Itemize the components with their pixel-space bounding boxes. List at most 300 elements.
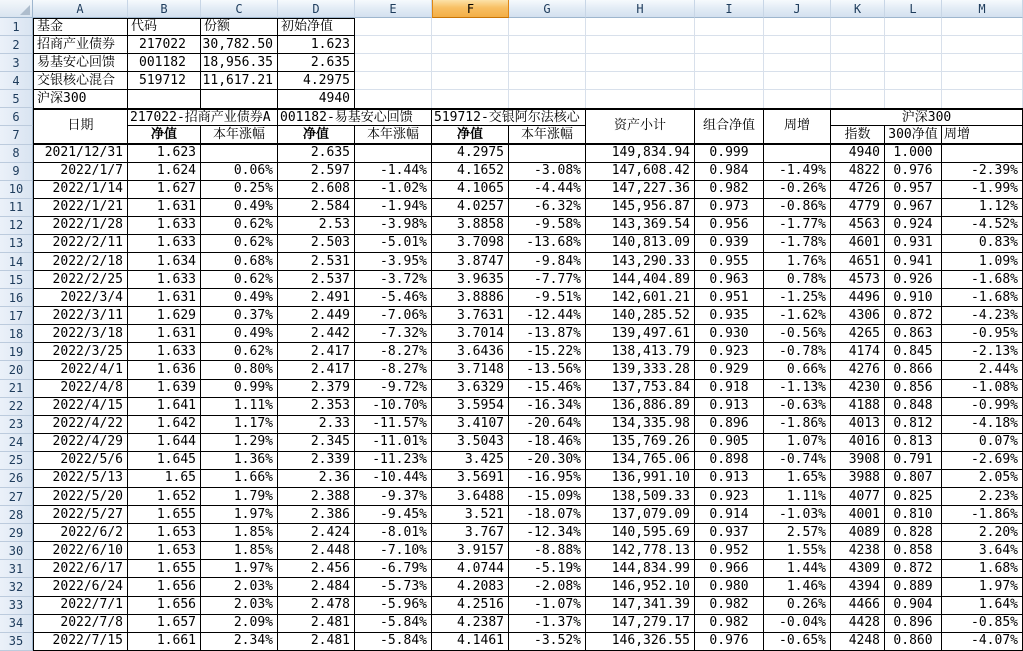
cell-M25[interactable]: -2.69% [942,452,1023,470]
cell-G7[interactable]: 本年涨幅 [509,126,586,144]
cell-D10[interactable]: 2.608 [278,181,355,199]
cell-C15[interactable]: 0.62% [201,271,278,289]
cell-F11[interactable]: 4.0257 [432,199,509,217]
cell-I29[interactable]: 0.937 [695,524,764,542]
cell-I27[interactable]: 0.923 [695,488,764,506]
cell-H27[interactable]: 138,509.33 [586,488,695,506]
cell-L7[interactable]: 300净值 [885,126,942,144]
cell-D35[interactable]: 2.481 [278,633,355,651]
cell-D26[interactable]: 2.36 [278,470,355,488]
cell-C11[interactable]: 0.49% [201,199,278,217]
cell-E21[interactable]: -9.72% [355,380,432,398]
row-header-25[interactable]: 25 [0,452,33,470]
row-header-16[interactable]: 16 [0,289,33,307]
cell-F19[interactable]: 3.6436 [432,343,509,361]
cell-H32[interactable]: 146,952.10 [586,578,695,596]
cell-L11[interactable]: 0.967 [885,199,942,217]
cell-L5[interactable] [885,90,942,108]
cell-A19[interactable]: 2022/3/25 [33,343,128,361]
cell-G10[interactable]: -4.44% [509,181,586,199]
cell-G27[interactable]: -15.09% [509,488,586,506]
cell-C27[interactable]: 1.79% [201,488,278,506]
row-header-26[interactable]: 26 [0,470,33,488]
cell-C3[interactable]: 18,956.35 [201,54,278,72]
row-header-24[interactable]: 24 [0,434,33,452]
cell-M13[interactable]: 0.83% [942,235,1023,253]
cell-H24[interactable]: 135,769.26 [586,434,695,452]
cell-G34[interactable]: -1.37% [509,615,586,633]
cell-M28[interactable]: -1.86% [942,506,1023,524]
cell-L22[interactable]: 0.848 [885,398,942,416]
cell-H22[interactable]: 136,886.89 [586,398,695,416]
cell-M27[interactable]: 2.23% [942,488,1023,506]
cell-C1[interactable]: 份额 [201,18,278,36]
cell-L28[interactable]: 0.810 [885,506,942,524]
cell-E13[interactable]: -5.01% [355,235,432,253]
cell-B10[interactable]: 1.627 [128,181,201,199]
row-header-31[interactable]: 31 [0,560,33,578]
cell-E5[interactable] [355,90,432,108]
cell-J27[interactable]: 1.11% [764,488,831,506]
cell-E16[interactable]: -5.46% [355,289,432,307]
cell-B15[interactable]: 1.633 [128,271,201,289]
cell-E19[interactable]: -8.27% [355,343,432,361]
cell-E24[interactable]: -11.01% [355,434,432,452]
cell-F25[interactable]: 3.425 [432,452,509,470]
cell-F6[interactable]: 519712-交银阿尔法核心 [432,108,586,126]
cell-M31[interactable]: 1.68% [942,560,1023,578]
cell-K28[interactable]: 4001 [831,506,885,524]
cell-M10[interactable]: -1.99% [942,181,1023,199]
cell-M16[interactable]: -1.68% [942,289,1023,307]
cell-A3[interactable]: 易基安心回馈 [33,54,128,72]
cell-F29[interactable]: 3.767 [432,524,509,542]
cell-G15[interactable]: -7.77% [509,271,586,289]
cell-I33[interactable]: 0.982 [695,597,764,615]
cell-A13[interactable]: 2022/2/11 [33,235,128,253]
cell-E22[interactable]: -10.70% [355,398,432,416]
cell-G8[interactable] [509,145,586,163]
cell-D27[interactable]: 2.388 [278,488,355,506]
select-all-corner[interactable] [0,0,33,18]
cell-H14[interactable]: 143,290.33 [586,253,695,271]
cell-I13[interactable]: 0.939 [695,235,764,253]
cell-J10[interactable]: -0.26% [764,181,831,199]
cell-D29[interactable]: 2.424 [278,524,355,542]
row-header-30[interactable]: 30 [0,542,33,560]
column-header-M[interactable]: M [942,0,1023,18]
cell-D30[interactable]: 2.448 [278,542,355,560]
cell-L9[interactable]: 0.976 [885,163,942,181]
cell-H2[interactable] [586,36,695,54]
cell-C13[interactable]: 0.62% [201,235,278,253]
cell-A8[interactable]: 2021/12/31 [33,145,128,163]
row-header-9[interactable]: 9 [0,163,33,181]
cell-K3[interactable] [831,54,885,72]
cell-D33[interactable]: 2.478 [278,597,355,615]
cell-D11[interactable]: 2.584 [278,199,355,217]
cell-B24[interactable]: 1.644 [128,434,201,452]
cell-G1[interactable] [509,18,586,36]
cell-E34[interactable]: -5.84% [355,615,432,633]
cell-K1[interactable] [831,18,885,36]
cell-F10[interactable]: 4.1065 [432,181,509,199]
cell-I4[interactable] [695,72,764,90]
cell-A21[interactable]: 2022/4/8 [33,380,128,398]
cell-C16[interactable]: 0.49% [201,289,278,307]
cell-A24[interactable]: 2022/4/29 [33,434,128,452]
cell-E12[interactable]: -3.98% [355,217,432,235]
cell-F32[interactable]: 4.2083 [432,578,509,596]
cell-I12[interactable]: 0.956 [695,217,764,235]
cell-D15[interactable]: 2.537 [278,271,355,289]
cell-C34[interactable]: 2.09% [201,615,278,633]
cell-K32[interactable]: 4394 [831,578,885,596]
cell-F5[interactable] [432,90,509,108]
cell-H23[interactable]: 134,335.98 [586,416,695,434]
cell-C9[interactable]: 0.06% [201,163,278,181]
cell-J4[interactable] [764,72,831,90]
cell-F24[interactable]: 3.5043 [432,434,509,452]
cell-H11[interactable]: 145,956.87 [586,199,695,217]
cell-J19[interactable]: -0.78% [764,343,831,361]
cell-F16[interactable]: 3.8886 [432,289,509,307]
cell-J35[interactable]: -0.65% [764,633,831,651]
column-header-C[interactable]: C [201,0,278,18]
cell-D1[interactable]: 初始净值 [278,18,355,36]
cell-I15[interactable]: 0.963 [695,271,764,289]
cell-D24[interactable]: 2.345 [278,434,355,452]
cell-E1[interactable] [355,18,432,36]
cell-B23[interactable]: 1.642 [128,416,201,434]
cell-F27[interactable]: 3.6488 [432,488,509,506]
cell-F1[interactable] [432,18,509,36]
cell-I30[interactable]: 0.952 [695,542,764,560]
cell-D31[interactable]: 2.456 [278,560,355,578]
row-header-5[interactable]: 5 [0,90,33,108]
cell-C30[interactable]: 1.85% [201,542,278,560]
cell-K2[interactable] [831,36,885,54]
cell-H28[interactable]: 137,079.09 [586,506,695,524]
cell-L26[interactable]: 0.807 [885,470,942,488]
cell-K4[interactable] [831,72,885,90]
cell-B6[interactable]: 217022-招商产业债券A [128,108,278,126]
cell-B16[interactable]: 1.631 [128,289,201,307]
cell-B21[interactable]: 1.639 [128,380,201,398]
cell-G4[interactable] [509,72,586,90]
cell-M18[interactable]: -0.95% [942,325,1023,343]
row-header-23[interactable]: 23 [0,416,33,434]
cell-G29[interactable]: -12.34% [509,524,586,542]
cell-G23[interactable]: -20.64% [509,416,586,434]
cell-G33[interactable]: -1.07% [509,597,586,615]
cell-M33[interactable]: 1.64% [942,597,1023,615]
cell-M8[interactable] [942,145,1023,163]
cell-G17[interactable]: -12.44% [509,307,586,325]
cell-G31[interactable]: -5.19% [509,560,586,578]
cell-K31[interactable]: 4309 [831,560,885,578]
cell-F7[interactable]: 净值 [432,126,509,144]
cell-C14[interactable]: 0.68% [201,253,278,271]
cell-C31[interactable]: 1.97% [201,560,278,578]
cell-H29[interactable]: 140,595.69 [586,524,695,542]
cell-A30[interactable]: 2022/6/10 [33,542,128,560]
row-header-4[interactable]: 4 [0,72,33,90]
row-header-6[interactable]: 6 [0,108,33,126]
cell-M1[interactable] [942,18,1023,36]
column-header-G[interactable]: G [509,0,586,18]
cell-C20[interactable]: 0.80% [201,361,278,379]
cell-K11[interactable]: 4779 [831,199,885,217]
cell-E4[interactable] [355,72,432,90]
cell-M23[interactable]: -4.18% [942,416,1023,434]
cell-H34[interactable]: 147,279.17 [586,615,695,633]
cell-G20[interactable]: -13.56% [509,361,586,379]
cell-K12[interactable]: 4563 [831,217,885,235]
cell-I14[interactable]: 0.955 [695,253,764,271]
cell-M7[interactable]: 周增 [942,126,1023,144]
cell-K34[interactable]: 4428 [831,615,885,633]
cell-E35[interactable]: -5.84% [355,633,432,651]
cell-L12[interactable]: 0.924 [885,217,942,235]
cell-C32[interactable]: 2.03% [201,578,278,596]
cell-B20[interactable]: 1.636 [128,361,201,379]
cell-A27[interactable]: 2022/5/20 [33,488,128,506]
cell-C7[interactable]: 本年涨幅 [201,126,278,144]
cell-K10[interactable]: 4726 [831,181,885,199]
cell-M19[interactable]: -2.13% [942,343,1023,361]
cell-L4[interactable] [885,72,942,90]
cell-C18[interactable]: 0.49% [201,325,278,343]
cell-K25[interactable]: 3908 [831,452,885,470]
cell-A1[interactable]: 基金 [33,18,128,36]
cell-I1[interactable] [695,18,764,36]
row-header-18[interactable]: 18 [0,325,33,343]
cell-I3[interactable] [695,54,764,72]
cell-G5[interactable] [509,90,586,108]
cell-H21[interactable]: 137,753.84 [586,380,695,398]
cell-G12[interactable]: -9.58% [509,217,586,235]
cell-G32[interactable]: -2.08% [509,578,586,596]
cell-M35[interactable]: -4.07% [942,633,1023,651]
cell-J13[interactable]: -1.78% [764,235,831,253]
cell-L25[interactable]: 0.791 [885,452,942,470]
cell-D23[interactable]: 2.33 [278,416,355,434]
cell-I11[interactable]: 0.973 [695,199,764,217]
cell-F18[interactable]: 3.7014 [432,325,509,343]
cell-E17[interactable]: -7.06% [355,307,432,325]
cell-F34[interactable]: 4.2387 [432,615,509,633]
cell-J5[interactable] [764,90,831,108]
cell-I31[interactable]: 0.966 [695,560,764,578]
cell-D20[interactable]: 2.417 [278,361,355,379]
cell-M9[interactable]: -2.39% [942,163,1023,181]
cell-B4[interactable]: 519712 [128,72,201,90]
cell-A18[interactable]: 2022/3/18 [33,325,128,343]
cell-E25[interactable]: -11.23% [355,452,432,470]
cell-K30[interactable]: 4238 [831,542,885,560]
cell-G9[interactable]: -3.08% [509,163,586,181]
cell-B1[interactable]: 代码 [128,18,201,36]
cell-K23[interactable]: 4013 [831,416,885,434]
cell-K33[interactable]: 4466 [831,597,885,615]
cell-J32[interactable]: 1.46% [764,578,831,596]
cell-I22[interactable]: 0.913 [695,398,764,416]
cell-C23[interactable]: 1.17% [201,416,278,434]
cell-A11[interactable]: 2022/1/21 [33,199,128,217]
cell-H26[interactable]: 136,991.10 [586,470,695,488]
cell-I16[interactable]: 0.951 [695,289,764,307]
cell-C22[interactable]: 1.11% [201,398,278,416]
cell-H19[interactable]: 138,413.79 [586,343,695,361]
cell-H35[interactable]: 146,326.55 [586,633,695,651]
column-header-F[interactable]: F [432,0,509,18]
row-header-12[interactable]: 12 [0,217,33,235]
column-header-L[interactable]: L [885,0,942,18]
cell-F23[interactable]: 3.4107 [432,416,509,434]
cell-I10[interactable]: 0.982 [695,181,764,199]
cell-B30[interactable]: 1.653 [128,542,201,560]
cell-M4[interactable] [942,72,1023,90]
cell-B35[interactable]: 1.661 [128,633,201,651]
row-header-27[interactable]: 27 [0,488,33,506]
cell-I18[interactable]: 0.930 [695,325,764,343]
cell-C12[interactable]: 0.62% [201,217,278,235]
cell-J15[interactable]: 0.78% [764,271,831,289]
cell-K16[interactable]: 4496 [831,289,885,307]
row-header-14[interactable]: 14 [0,253,33,271]
cell-H5[interactable] [586,90,695,108]
cell-F26[interactable]: 3.5691 [432,470,509,488]
cell-H17[interactable]: 140,285.52 [586,307,695,325]
cell-G24[interactable]: -18.46% [509,434,586,452]
cell-C29[interactable]: 1.85% [201,524,278,542]
cell-C10[interactable]: 0.25% [201,181,278,199]
cell-J9[interactable]: -1.49% [764,163,831,181]
cell-I24[interactable]: 0.905 [695,434,764,452]
cell-J17[interactable]: -1.62% [764,307,831,325]
cell-I17[interactable]: 0.935 [695,307,764,325]
cell-A23[interactable]: 2022/4/22 [33,416,128,434]
cell-E18[interactable]: -7.32% [355,325,432,343]
cell-M26[interactable]: 2.05% [942,470,1023,488]
cell-D13[interactable]: 2.503 [278,235,355,253]
cell-H30[interactable]: 142,778.13 [586,542,695,560]
cell-A9[interactable]: 2022/1/7 [33,163,128,181]
cell-L29[interactable]: 0.828 [885,524,942,542]
row-header-34[interactable]: 34 [0,615,33,633]
cell-I2[interactable] [695,36,764,54]
cell-G16[interactable]: -9.51% [509,289,586,307]
cell-B31[interactable]: 1.655 [128,560,201,578]
cell-B11[interactable]: 1.631 [128,199,201,217]
cell-D2[interactable]: 1.623 [278,36,355,54]
cell-B2[interactable]: 217022 [128,36,201,54]
cell-J14[interactable]: 1.76% [764,253,831,271]
cell-G11[interactable]: -6.32% [509,199,586,217]
cell-D5[interactable]: 4940 [278,90,355,108]
cell-K9[interactable]: 4822 [831,163,885,181]
cell-J16[interactable]: -1.25% [764,289,831,307]
cell-C25[interactable]: 1.36% [201,452,278,470]
cell-A22[interactable]: 2022/4/15 [33,398,128,416]
cell-I20[interactable]: 0.929 [695,361,764,379]
cell-E10[interactable]: -1.02% [355,181,432,199]
cell-J26[interactable]: 1.65% [764,470,831,488]
cell-J34[interactable]: -0.04% [764,615,831,633]
cell-F35[interactable]: 4.1461 [432,633,509,651]
cell-K6[interactable]: 沪深300 [831,108,1023,126]
cell-J3[interactable] [764,54,831,72]
cell-F15[interactable]: 3.9635 [432,271,509,289]
column-header-K[interactable]: K [831,0,885,18]
cell-L1[interactable] [885,18,942,36]
cell-F9[interactable]: 4.1652 [432,163,509,181]
cell-I28[interactable]: 0.914 [695,506,764,524]
cell-E31[interactable]: -6.79% [355,560,432,578]
cell-J28[interactable]: -1.03% [764,506,831,524]
cell-A28[interactable]: 2022/5/27 [33,506,128,524]
cell-H10[interactable]: 147,227.36 [586,181,695,199]
cell-H13[interactable]: 140,813.09 [586,235,695,253]
cell-C8[interactable] [201,145,278,163]
cell-K15[interactable]: 4573 [831,271,885,289]
column-header-J[interactable]: J [764,0,831,18]
cell-K21[interactable]: 4230 [831,380,885,398]
cell-B19[interactable]: 1.633 [128,343,201,361]
cell-F30[interactable]: 3.9157 [432,542,509,560]
cell-L24[interactable]: 0.813 [885,434,942,452]
cell-I25[interactable]: 0.898 [695,452,764,470]
cell-I21[interactable]: 0.918 [695,380,764,398]
cell-G21[interactable]: -15.46% [509,380,586,398]
cell-I19[interactable]: 0.923 [695,343,764,361]
cell-K18[interactable]: 4265 [831,325,885,343]
cell-L18[interactable]: 0.863 [885,325,942,343]
cell-E15[interactable]: -3.72% [355,271,432,289]
row-header-13[interactable]: 13 [0,235,33,253]
cell-H25[interactable]: 134,765.06 [586,452,695,470]
cell-M21[interactable]: -1.08% [942,380,1023,398]
cell-J12[interactable]: -1.77% [764,217,831,235]
cell-B18[interactable]: 1.631 [128,325,201,343]
cell-B34[interactable]: 1.657 [128,615,201,633]
cell-D7[interactable]: 净值 [278,126,355,144]
cell-E14[interactable]: -3.95% [355,253,432,271]
cell-D18[interactable]: 2.442 [278,325,355,343]
cell-B3[interactable]: 001182 [128,54,201,72]
cell-F21[interactable]: 3.6329 [432,380,509,398]
cell-G35[interactable]: -3.52% [509,633,586,651]
cell-H18[interactable]: 139,497.61 [586,325,695,343]
cell-C5[interactable] [201,90,278,108]
cell-H1[interactable] [586,18,695,36]
row-header-35[interactable]: 35 [0,633,33,651]
cell-K5[interactable] [831,90,885,108]
cell-I32[interactable]: 0.980 [695,578,764,596]
cell-E26[interactable]: -10.44% [355,470,432,488]
column-header-A[interactable]: A [33,0,128,18]
cell-B9[interactable]: 1.624 [128,163,201,181]
column-header-I[interactable]: I [695,0,764,18]
cell-K26[interactable]: 3988 [831,470,885,488]
cell-E32[interactable]: -5.73% [355,578,432,596]
cell-L30[interactable]: 0.858 [885,542,942,560]
cell-F13[interactable]: 3.7098 [432,235,509,253]
cell-K19[interactable]: 4174 [831,343,885,361]
cell-J30[interactable]: 1.55% [764,542,831,560]
cell-I6[interactable]: 组合净值 [695,108,764,144]
